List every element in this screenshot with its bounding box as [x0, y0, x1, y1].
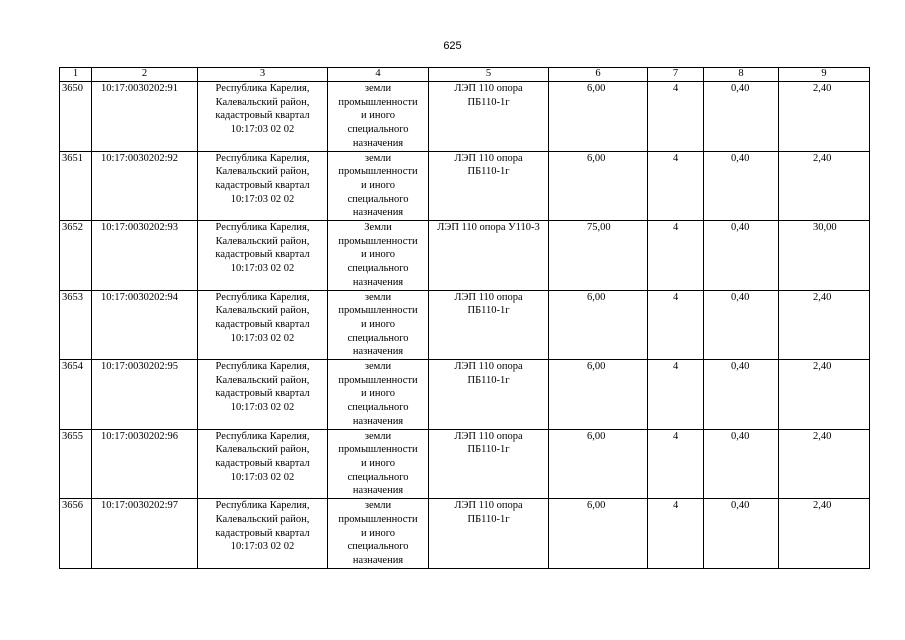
address-cell-line: Калевальский район, — [215, 235, 310, 247]
table-row — [60, 429, 870, 499]
column-9-cell: 2,40 — [779, 290, 870, 360]
column-8-cell: 0,40 — [704, 290, 779, 360]
address-cell-line: кадастровый квартал — [215, 457, 310, 469]
area-cell: 6,00 — [549, 151, 648, 221]
column-8-cell: 0,40 — [704, 151, 779, 221]
object-cell — [429, 290, 549, 360]
land-category-cell-line: специального — [347, 193, 409, 205]
address-cell-line: Республика Карелия, — [215, 222, 310, 234]
count-cell: 4 — [648, 221, 704, 291]
cadastral-number-cell: 10:17:0030202:95 — [92, 360, 198, 430]
address-cell-line: Республика Карелия, — [215, 361, 310, 373]
land-category-cell-line: назначения — [352, 346, 404, 358]
object-cell — [429, 360, 549, 430]
area-cell: 6,00 — [549, 429, 648, 499]
land-category-cell-line: и иного — [360, 318, 396, 330]
land-category-cell-line: земли — [364, 83, 392, 94]
land-category-cell-line: промышленности — [338, 305, 418, 317]
object-cell — [429, 429, 549, 499]
count-cell: 4 — [648, 82, 704, 152]
column-9-cell: 2,40 — [779, 360, 870, 430]
area-cell: 75,00 — [549, 221, 648, 291]
land-category-cell-line: промышленности — [338, 374, 418, 386]
object-cell-line: ЛЭП 110 опора — [454, 152, 523, 164]
land-category-cell-line: и иного — [360, 110, 396, 122]
object-cell — [429, 221, 549, 291]
land-category-cell — [328, 429, 429, 499]
address-cell-line: Калевальский район, — [215, 305, 310, 317]
column-header: 1 — [60, 68, 92, 82]
object-cell-line: ЛЭП 110 опора — [454, 291, 523, 303]
row-number-cell: 3655 — [60, 429, 92, 499]
land-category-cell — [328, 499, 429, 569]
address-cell-line: кадастровый квартал — [215, 179, 310, 191]
land-category-cell-line: специального — [347, 402, 409, 414]
land-category-cell-line: и иного — [360, 249, 396, 261]
address-cell-line: Республика Карелия, — [215, 291, 310, 303]
object-cell-line: ЛЭП 110 опора У110-3 — [437, 222, 540, 234]
land-category-cell-line: специального — [347, 263, 409, 275]
cadastral-number-cell: 10:17:0030202:92 — [92, 151, 198, 221]
address-cell-line: Калевальский район, — [215, 444, 310, 456]
address-cell — [198, 290, 328, 360]
object-cell-line: ЛЭП 110 опора — [454, 361, 523, 373]
land-category-cell-line: промышленности — [338, 166, 418, 178]
object-cell-line: ПБ110-1г — [467, 96, 510, 108]
column-9-cell: 2,40 — [779, 151, 870, 221]
column-8-cell: 0,40 — [704, 429, 779, 499]
land-category-cell-line: и иного — [360, 457, 396, 469]
address-cell-line: Калевальский район, — [215, 513, 310, 525]
object-cell-line: ПБ110-1г — [467, 166, 510, 178]
table-row — [60, 221, 870, 291]
address-cell-line: кадастровый квартал — [215, 318, 310, 330]
column-9-cell: 2,40 — [779, 499, 870, 569]
column-header: 5 — [429, 68, 549, 82]
column-header: 2 — [92, 68, 198, 82]
table-row — [60, 151, 870, 221]
count-cell: 4 — [648, 429, 704, 499]
address-cell-line: Калевальский район, — [215, 374, 310, 386]
row-number-cell: 3654 — [60, 360, 92, 430]
address-cell — [198, 360, 328, 430]
object-cell-line: ПБ110-1г — [467, 305, 510, 317]
land-category-cell — [328, 290, 429, 360]
land-category-cell-line: назначения — [352, 415, 404, 427]
address-cell-line: кадастровый квартал — [215, 527, 310, 539]
land-category-cell-line: промышленности — [338, 96, 418, 108]
column-8-cell: 0,40 — [704, 82, 779, 152]
count-cell: 4 — [648, 290, 704, 360]
land-category-cell-line: назначения — [352, 207, 404, 219]
column-8-cell: 0,40 — [704, 360, 779, 430]
area-cell: 6,00 — [549, 360, 648, 430]
address-cell — [198, 151, 328, 221]
land-category-cell-line: Земли — [364, 222, 392, 234]
area-cell: 6,00 — [549, 290, 648, 360]
address-cell-line: 10:17:03 02 02 — [230, 471, 295, 483]
row-number-cell: 3651 — [60, 151, 92, 221]
address-cell-line: кадастровый квартал — [215, 249, 310, 261]
land-category-cell-line: специального — [347, 332, 409, 344]
land-category-cell-line: назначения — [352, 485, 404, 497]
table-row — [60, 82, 870, 152]
address-cell-line: 10:17:03 02 02 — [230, 263, 295, 275]
land-category-cell-line: специального — [347, 471, 409, 483]
land-category-cell-line: назначения — [352, 554, 404, 566]
cadastral-number-cell: 10:17:0030202:97 — [92, 499, 198, 569]
land-category-cell-line: и иного — [360, 527, 396, 539]
column-header: 8 — [704, 68, 779, 82]
address-cell-line: кадастровый квартал — [215, 388, 310, 400]
address-cell — [198, 82, 328, 152]
land-category-cell-line: и иного — [360, 388, 396, 400]
address-cell-line: 10:17:03 02 02 — [230, 332, 295, 344]
column-8-cell: 0,40 — [704, 499, 779, 569]
column-9-cell: 30,00 — [779, 221, 870, 291]
column-header: 6 — [549, 68, 648, 82]
registry-table — [59, 67, 870, 569]
land-category-cell-line: специального — [347, 541, 409, 553]
land-category-cell — [328, 360, 429, 430]
address-cell-line: Республика Карелия, — [215, 430, 310, 442]
object-cell-line: ПБ110-1г — [467, 374, 510, 386]
object-cell-line: ЛЭП 110 опора — [454, 430, 523, 442]
address-cell — [198, 499, 328, 569]
column-header: 7 — [648, 68, 704, 82]
cadastral-number-cell: 10:17:0030202:96 — [92, 429, 198, 499]
object-cell-line: ЛЭП 110 опора — [454, 500, 523, 512]
area-cell: 6,00 — [549, 82, 648, 152]
land-category-cell — [328, 82, 429, 152]
area-cell: 6,00 — [549, 499, 648, 569]
address-cell-line: 10:17:03 02 02 — [230, 124, 295, 136]
cadastral-number-cell: 10:17:0030202:91 — [92, 82, 198, 152]
land-category-cell-line: специального — [347, 124, 409, 136]
land-category-cell-line: земли — [364, 430, 392, 442]
cadastral-number-cell: 10:17:0030202:94 — [92, 290, 198, 360]
land-category-cell-line: промышленности — [338, 444, 418, 456]
column-header: 4 — [328, 68, 429, 82]
column-header: 9 — [779, 68, 870, 82]
land-category-cell-line: промышленности — [338, 513, 418, 525]
count-cell: 4 — [648, 151, 704, 221]
table-row — [60, 499, 870, 569]
land-category-cell-line: земли — [364, 361, 392, 373]
column-8-cell: 0,40 — [704, 221, 779, 291]
land-category-cell-line: промышленности — [338, 235, 418, 247]
row-number-cell: 3656 — [60, 499, 92, 569]
address-cell-line: Калевальский район, — [215, 96, 310, 108]
count-cell: 4 — [648, 499, 704, 569]
address-cell — [198, 221, 328, 291]
land-category-cell-line: земли — [364, 152, 392, 164]
object-cell — [429, 151, 549, 221]
object-cell — [429, 499, 549, 569]
address-cell-line: кадастровый квартал — [215, 110, 310, 122]
address-cell-line: Республика Карелия, — [215, 152, 310, 164]
address-cell-line: 10:17:03 02 02 — [230, 541, 295, 553]
row-number-cell: 3650 — [60, 82, 92, 152]
land-category-cell — [328, 151, 429, 221]
object-cell-line: ПБ110-1г — [467, 444, 510, 456]
count-cell: 4 — [648, 360, 704, 430]
land-category-cell-line: земли — [364, 500, 392, 512]
object-cell — [429, 82, 549, 152]
column-9-cell: 2,40 — [779, 429, 870, 499]
land-category-cell-line: и иного — [360, 179, 396, 191]
address-cell-line: 10:17:03 02 02 — [230, 402, 295, 414]
land-category-cell — [328, 221, 429, 291]
table-row — [60, 290, 870, 360]
page-number: 625 — [443, 40, 462, 52]
table-header-row — [60, 68, 870, 82]
address-cell-line: Республика Карелия, — [215, 83, 310, 94]
column-9-cell: 2,40 — [779, 82, 870, 152]
address-cell — [198, 429, 328, 499]
address-cell-line: Калевальский район, — [215, 166, 310, 178]
address-cell-line: 10:17:03 02 02 — [230, 193, 295, 205]
object-cell-line: ПБ110-1г — [467, 513, 510, 525]
object-cell-line: ЛЭП 110 опора — [454, 83, 523, 94]
address-cell-line: Республика Карелия, — [215, 500, 310, 512]
row-number-cell: 3653 — [60, 290, 92, 360]
land-category-cell-line: назначения — [352, 137, 404, 149]
land-category-cell-line: земли — [364, 291, 392, 303]
table-row — [60, 360, 870, 430]
land-category-cell-line: назначения — [352, 276, 404, 288]
row-number-cell: 3652 — [60, 221, 92, 291]
cadastral-number-cell: 10:17:0030202:93 — [92, 221, 198, 291]
column-header: 3 — [198, 68, 328, 82]
